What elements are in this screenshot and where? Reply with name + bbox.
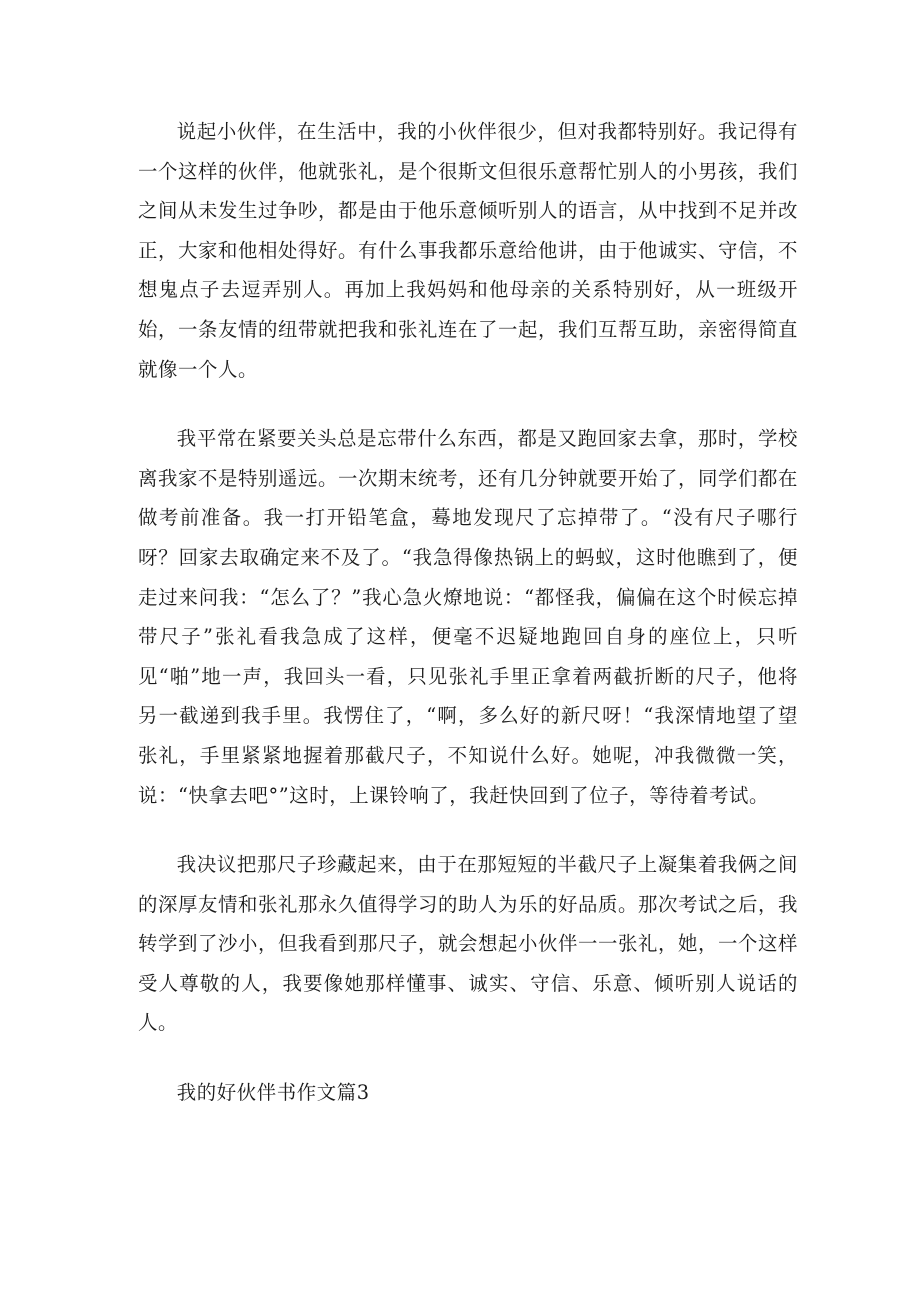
- section-heading: 我的好伙伴书作文篇3: [176, 1081, 370, 1105]
- document-page: [138, 112, 798, 1113]
- paragraph-1: 说起小伙伴，在生活中，我的小伙伴很少，但对我都特别好。我记得有一个这样的伙伴，他就张礼，是个很斯文但很乐意帮忙别人的小男孩，我们之间从未发生过争吵，都是由于他乐意倾听别人的语言，从中找到不足并改正，大家和他相处得好。有什么事我都乐意给他讲，由于他诚实、守信，不想鬼点子去逗弄别人。再加上我妈妈和他母亲的关系特别好，从一班级开始，一条友情的纽带就把我和张礼连在了一起，我们互帮互助，亲密得简直就像一个人。: [138, 120, 798, 381]
- paragraph-2: 我平常在紧要关头总是忘带什么东西，都是又跑回家去拿，那时，学校离我家不是特别遥远。一次期末统考，还有几分钟就要开始了，同学们都在做考前准备。我一打开铅笔盒，蓦地发现尺了忘掉带了。“没有尺子哪行呀？回家去取确定来不及了。“我急得像热锅上的蚂蚁，这时他瞧到了，便走过来问我：“怎么了？”我心急火燎地说：“都怪我，偏偏在这个时候忘掉带尺子”张礼看我急成了这样，便毫不迟疑地跑回自身的座位上，只听见“啪”地一声，我回头一看，只见张礼手里正拿着两截折断的尺子，他将另一截递到我手里。我愣住了，“啊，多么好的新尺呀！“我深情地望了望张礼，手里紧紧地握着那截尺子，不知说什么好。她呢，冲我微微一笑，说：“快拿去吧°”这时，上课铃响了，我赶快回到了位子，等待着考试。: [138, 427, 798, 807]
- paragraph-3: 我决议把那尺子珍藏起来，由于在那短短的半截尺子上凝集着我俩之间的深厚友情和张礼那永久值得学习的助人为乐的好品质。那次考试之后，我转学到了沙小，但我看到那尺子，就会想起小伙伴一一张礼，她，一个这样受人尊敬的人，我要像她那样懂事、诚实、守信、乐意、倾听别人说话的人。: [138, 853, 798, 1035]
